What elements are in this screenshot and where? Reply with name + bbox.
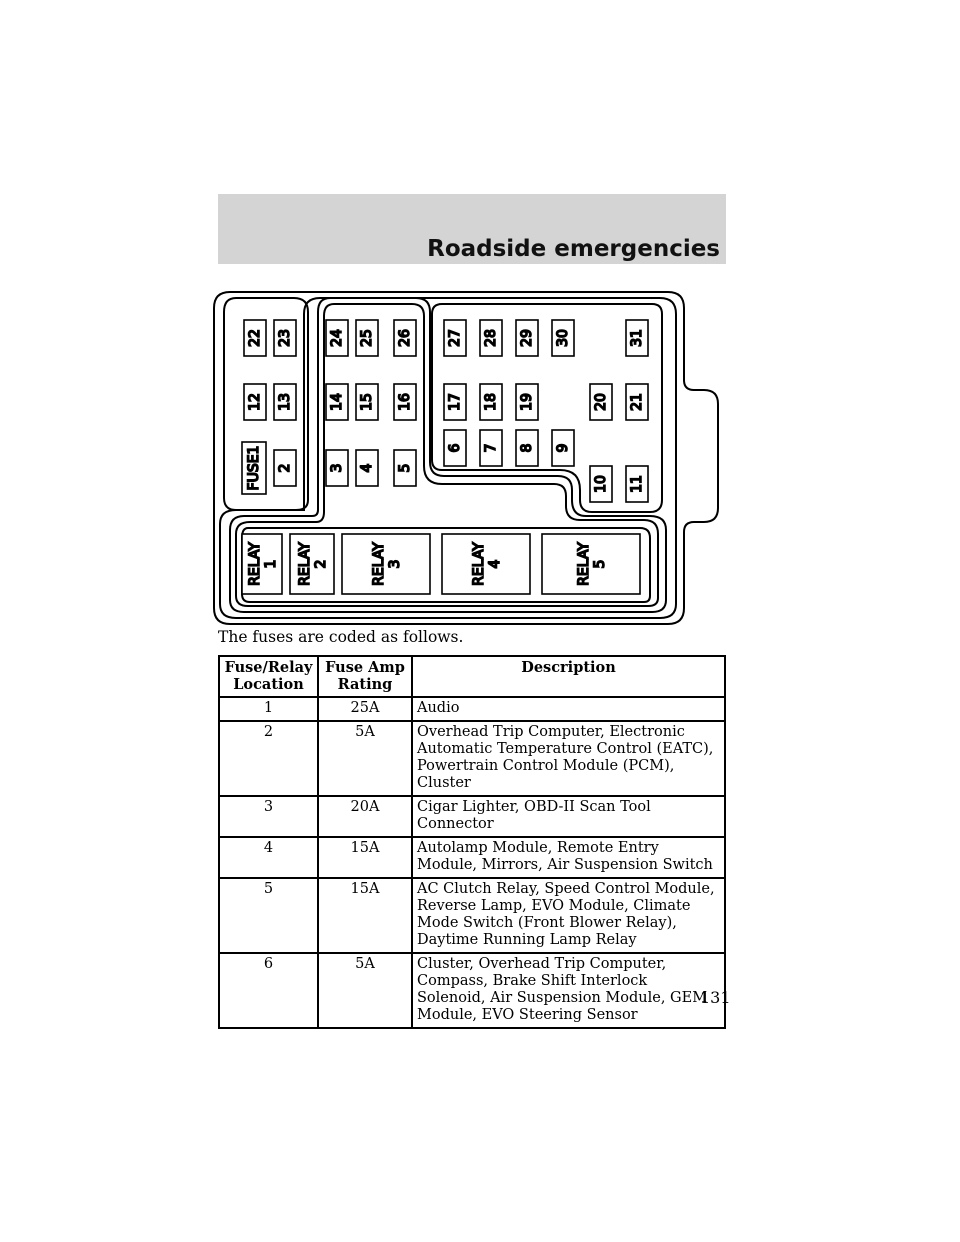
- fuse-label: 7: [483, 443, 499, 453]
- relay-label: RELAY2: [297, 542, 329, 586]
- cell-location: 5: [219, 878, 318, 953]
- relay-label: RELAY5: [576, 542, 608, 586]
- cell-amp-rating: 20A: [318, 796, 412, 837]
- table-row: [219, 953, 725, 1028]
- fuse-label: 27: [447, 329, 463, 347]
- relay-label: RELAY4: [471, 542, 503, 586]
- fuse-label: 20: [593, 393, 609, 411]
- fuse-label: 23: [277, 329, 293, 347]
- table-header-row: [219, 656, 725, 697]
- column-header-description: Description: [412, 656, 725, 697]
- cell-amp-rating: 5A: [318, 953, 412, 1028]
- fuse-label: 11: [629, 475, 645, 493]
- page-number: 131: [700, 988, 731, 1007]
- fuse-table: [218, 655, 731, 1029]
- fuse-label: 8: [519, 443, 535, 453]
- cell-location: 6: [219, 953, 318, 1028]
- cell-amp-rating: 5A: [318, 721, 412, 796]
- cell-description: Cigar Lighter, OBD-II Scan Tool Connector: [412, 796, 725, 837]
- fuse-label: 6: [447, 443, 463, 453]
- cell-location: 1: [219, 697, 318, 721]
- fuse-label: 21: [629, 393, 645, 411]
- fuse-label: 18: [483, 393, 499, 411]
- fuse-label: 28: [483, 329, 499, 347]
- table-row: [219, 878, 725, 953]
- cell-description: Cluster, Overhead Trip Computer, Compass, Brake Shift Interlock Solenoid, Air Suspension Module, GEM Module, EVO Steering Sensor: [412, 953, 725, 1028]
- fuse-label: 17: [447, 393, 463, 411]
- relay-label: RELAY1: [247, 542, 279, 586]
- cell-location: 3: [219, 796, 318, 837]
- fuse-label: 14: [329, 393, 345, 411]
- cell-amp-rating: 15A: [318, 878, 412, 953]
- fuse-label: 16: [397, 393, 413, 411]
- cell-description: Autolamp Module, Remote Entry Module, Mirrors, Air Suspension Switch: [412, 837, 725, 878]
- fuse-label: 4: [359, 463, 375, 473]
- table-row: [219, 721, 725, 796]
- fuse-label: 30: [555, 329, 571, 347]
- fuse-label: 24: [329, 329, 345, 347]
- fuse-label: FUSE1: [246, 445, 262, 491]
- table-row: [219, 796, 725, 837]
- cell-description: Overhead Trip Computer, Electronic Automatic Temperature Control (EATC), Powertrain Control Module (PCM), Cluster: [412, 721, 725, 796]
- fuse-label: 31: [629, 329, 645, 347]
- fuse-label: 29: [519, 329, 535, 347]
- fuse-label: 25: [359, 329, 375, 347]
- cell-location: 2: [219, 721, 318, 796]
- fuse-label: 3: [329, 463, 345, 473]
- intro-text: The fuses are coded as follows.: [218, 628, 464, 646]
- section-title: Roadside emergencies: [427, 236, 720, 262]
- table-row: [219, 697, 725, 721]
- fuse-label: 22: [247, 329, 263, 347]
- column-header-amp-rating: Fuse Amp Rating: [318, 656, 412, 697]
- cell-amp-rating: 15A: [318, 837, 412, 878]
- cell-description: Audio: [412, 697, 725, 721]
- fuse-label: 9: [555, 443, 571, 453]
- fuse-label: 2: [277, 463, 293, 473]
- fuse-label: 12: [247, 393, 263, 411]
- fuse-label: 5: [397, 463, 413, 473]
- fuse-label: 13: [277, 393, 293, 411]
- cell-location: 4: [219, 837, 318, 878]
- fuse-label: 19: [519, 393, 535, 411]
- table-row: [219, 837, 725, 878]
- cell-description: AC Clutch Relay, Speed Control Module, Reverse Lamp, EVO Module, Climate Mode Switch (Front Blower Relay), Daytime Running Lamp Relay: [412, 878, 725, 953]
- column-header-location: Fuse/Relay Location: [219, 656, 318, 697]
- fuse-label: 26: [397, 329, 413, 347]
- relay-label: RELAY3: [371, 542, 403, 586]
- cell-amp-rating: 25A: [318, 697, 412, 721]
- fuse-label: 15: [359, 393, 375, 411]
- fuse-label: 10: [593, 475, 609, 493]
